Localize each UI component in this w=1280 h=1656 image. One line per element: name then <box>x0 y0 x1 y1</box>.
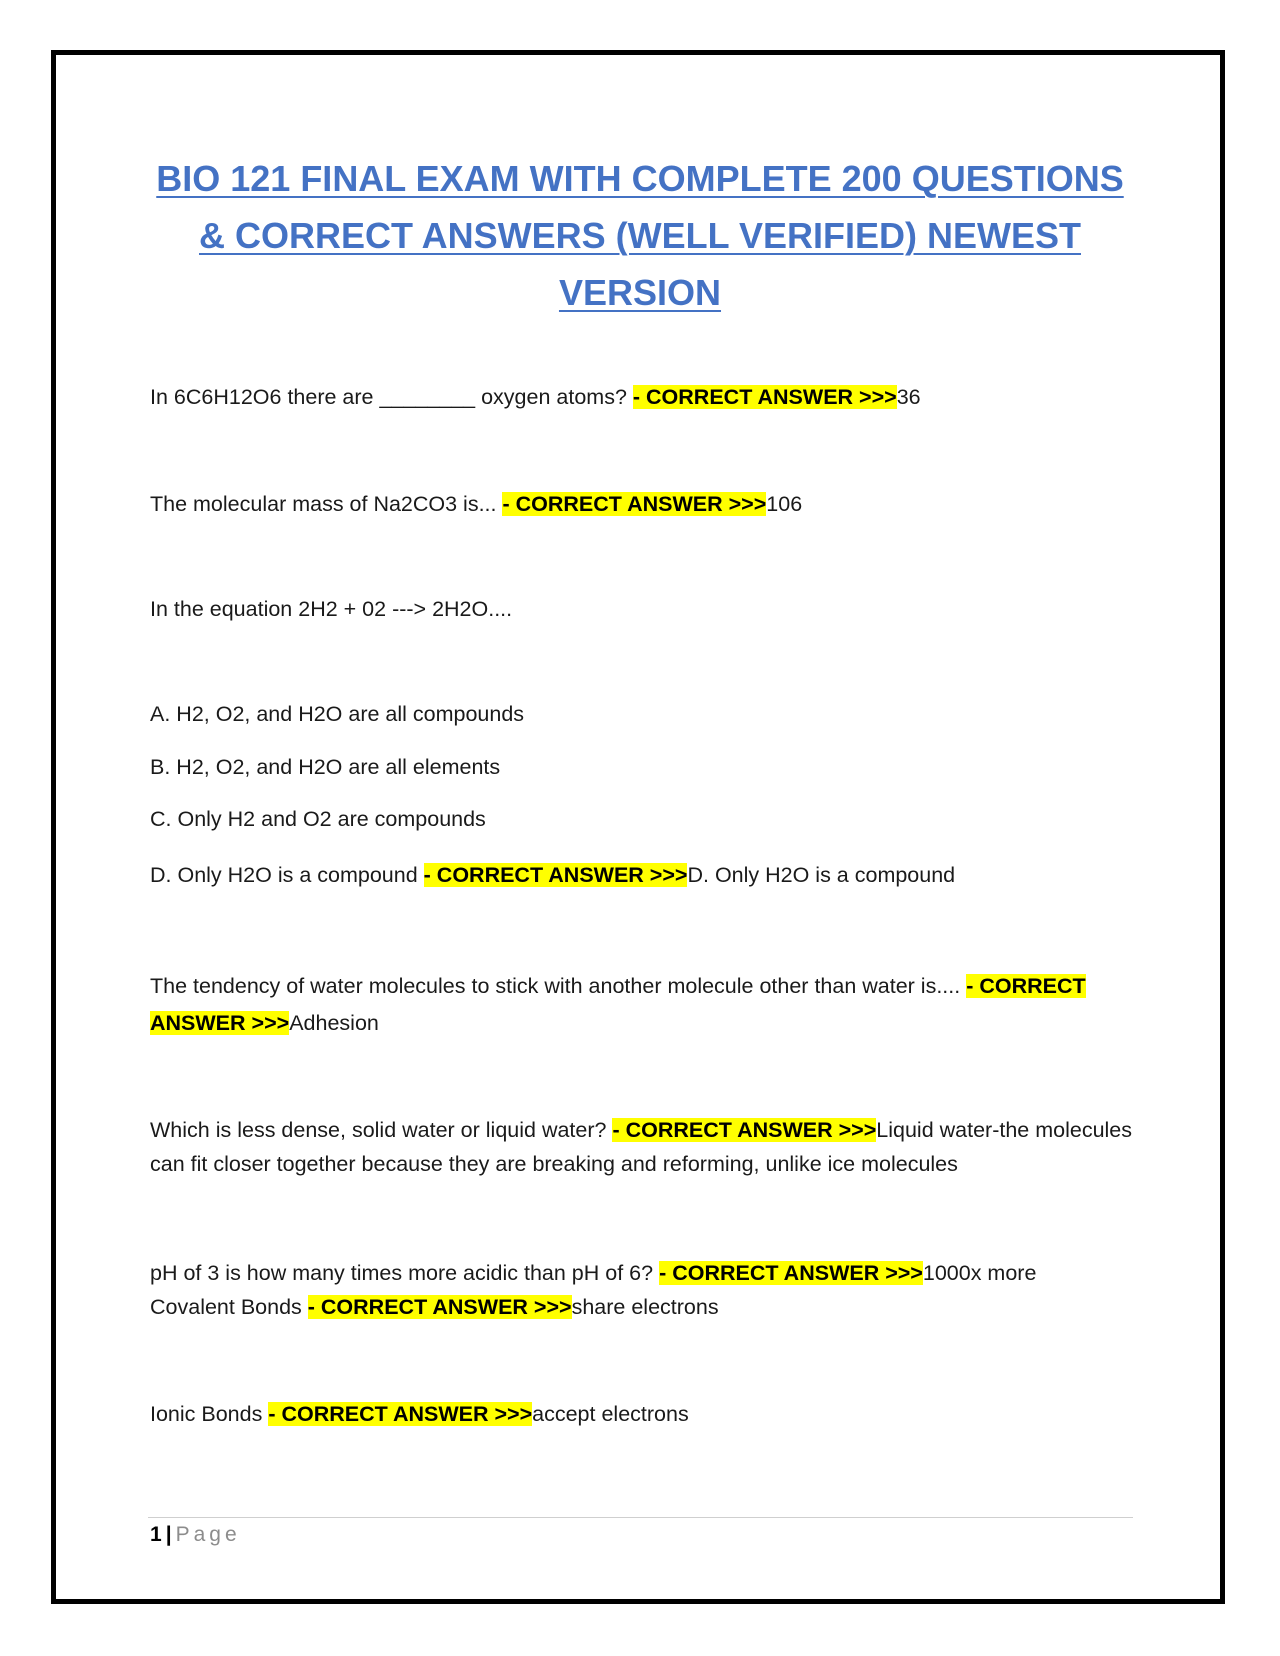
title-line: BIO 121 FINAL EXAM WITH COMPLETE 200 QUESTIONS <box>156 158 1124 199</box>
footer-divider <box>148 1517 1133 1518</box>
answer-text: D. Only H2O is a compound <box>687 863 956 887</box>
correct-answer-marker: - CORRECT ANSWER >>> <box>423 863 688 887</box>
answer-text: accept electrons <box>532 1402 689 1426</box>
option-a: A. H2, O2, and H2O are all compounds <box>150 702 525 726</box>
page-label: Page <box>175 1523 241 1546</box>
question-1 <box>150 380 1140 414</box>
question-text: D. Only H2O is a compound <box>150 863 424 887</box>
page-footer <box>150 1518 241 1552</box>
question-8 <box>150 1397 1140 1431</box>
correct-answer-marker: - CORRECT ANSWER >>> <box>632 385 897 409</box>
option-c: C. Only H2 and O2 are compounds <box>150 807 486 831</box>
correct-answer-marker: - CORRECT ANSWER >>> <box>150 974 1086 1035</box>
question-text: pH of 3 is how many times more acidic than pH of 6? <box>150 1261 660 1285</box>
option-d <box>150 858 1140 892</box>
option-b: B. H2, O2, and H2O are all elements <box>150 755 501 779</box>
answer-text: 1000x more <box>922 1261 1037 1285</box>
question-5 <box>150 1113 1140 1181</box>
footer-separator: | <box>165 1523 172 1546</box>
question-4 <box>150 968 1140 1042</box>
document-title <box>150 150 1130 321</box>
question-text: Ionic Bonds <box>150 1402 269 1426</box>
answer-text: 106 <box>766 492 803 516</box>
correct-answer-marker: - CORRECT ANSWER >>> <box>502 492 767 516</box>
answer-text: Adhesion <box>289 1011 379 1035</box>
correct-answer-marker: - CORRECT ANSWER >>> <box>268 1402 533 1426</box>
question-text: In 6C6H12O6 there are ________ oxygen atoms? <box>150 385 633 409</box>
correct-answer-marker: - CORRECT ANSWER >>> <box>659 1261 923 1285</box>
answer-text: Liquid water-the molecules can fit closer together because they are breaking and reforming, unlike ice molecules <box>150 1118 1133 1176</box>
question-3 <box>150 592 1140 626</box>
title-line: & CORRECT ANSWERS (WELL VERIFIED) NEWEST <box>199 215 1081 256</box>
question-text: Covalent Bonds <box>150 1295 308 1319</box>
question-text: The molecular mass of Na2CO3 is... <box>150 492 503 516</box>
question-6 <box>150 1256 1140 1290</box>
question-text: In the equation 2H2 + 02 ---> 2H2O.... <box>150 597 513 621</box>
correct-answer-marker: - CORRECT ANSWER >>> <box>307 1295 572 1319</box>
answer-text: 36 <box>896 385 921 409</box>
title-line: VERSION <box>558 272 722 313</box>
answer-text: share electrons <box>571 1295 719 1319</box>
question-text: The tendency of water molecules to stick with another molecule other than water is.... <box>150 974 967 998</box>
page-number: 1 <box>150 1523 162 1546</box>
question-text: Which is less dense, solid water or liquid water? <box>150 1118 613 1142</box>
question-2 <box>150 487 1140 521</box>
correct-answer-marker: - CORRECT ANSWER >>> <box>612 1118 877 1142</box>
question-7 <box>150 1290 1140 1324</box>
